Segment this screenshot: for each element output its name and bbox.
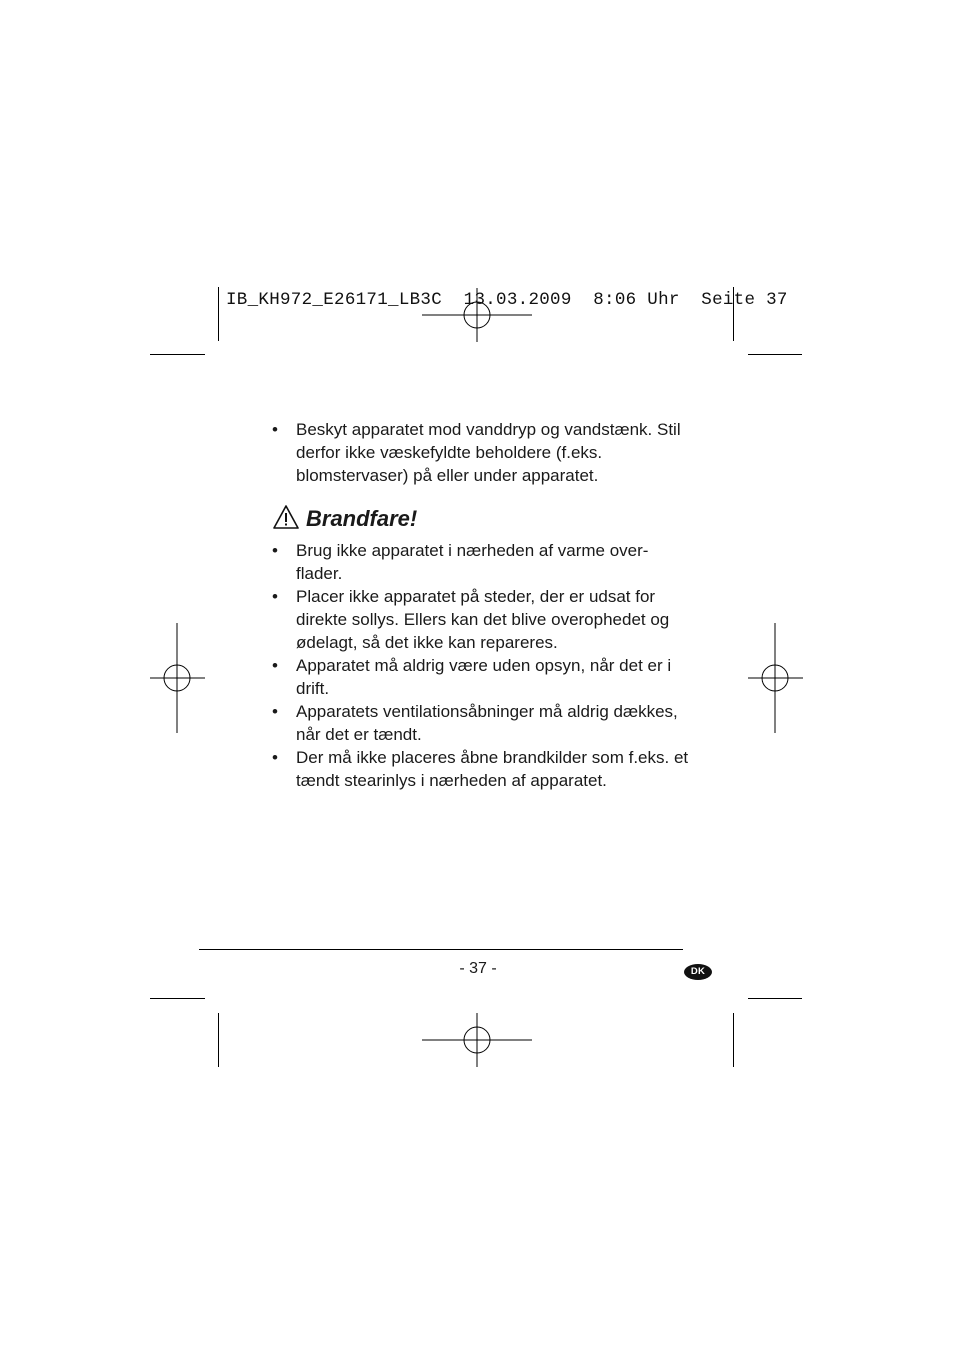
- list-item-text: Brug ikke apparatet i nærheden af varme over- flader.: [296, 541, 649, 583]
- intro-list: [272, 418, 692, 487]
- list-item: [272, 418, 692, 487]
- footer-rule: [199, 949, 683, 950]
- crop-mark-bottom-right-horizontal: [748, 998, 802, 999]
- list-item-text: Placer ikke apparatet på steder, der er udsat for direkte sollys. Ellers kan det blive overophedet og ødelagt, så det ikke kan repareres.: [296, 587, 670, 652]
- list-item: [272, 539, 692, 585]
- crop-mark-bottom-right-vertical: [733, 1013, 734, 1067]
- crop-mark-top-right-horizontal: [748, 354, 802, 355]
- language-badge: DK: [684, 964, 712, 980]
- fire-hazard-list: [272, 539, 692, 792]
- list-item-text: Der må ikke placeres åbne brandkilder som f.eks. et tændt stearinlys i nærheden af apparatet.: [296, 748, 689, 790]
- crop-mark-top-left-vertical: [218, 287, 219, 341]
- registration-mark-left: [150, 623, 205, 733]
- list-item-text: Apparatets ventilationsåbninger må aldrig dækkes, når det er tændt.: [296, 702, 678, 744]
- list-item-text: Beskyt apparatet mod vanddryp og vandstænk. Stil derfor ikke væskefyldte beholdere (f.eks. blomstervaser) på eller under apparatet.: [296, 420, 681, 485]
- list-item: [272, 654, 692, 700]
- section-title: Brandfare!: [306, 505, 418, 531]
- list-item: [272, 585, 692, 654]
- registration-mark-right: [748, 623, 803, 733]
- page-number: - 37 -: [459, 960, 497, 977]
- bullet-symbol: •: [272, 420, 278, 439]
- bullet-symbol: •: [272, 656, 278, 675]
- list-item-text: Apparatet må aldrig være uden opsyn, når det er i drift.: [296, 656, 672, 698]
- list-item: [272, 700, 692, 746]
- page-content: [272, 418, 692, 792]
- list-item: [272, 746, 692, 792]
- bullet-symbol: •: [272, 748, 278, 767]
- crop-mark-top-left-horizontal: [150, 354, 205, 355]
- bullet-symbol: •: [272, 587, 278, 606]
- bullet-symbol: •: [272, 541, 278, 560]
- bullet-symbol: •: [272, 702, 278, 721]
- registration-mark-bottom: [422, 1013, 532, 1067]
- crop-mark-bottom-left-vertical: [218, 1013, 219, 1067]
- warning-triangle-icon: [272, 504, 300, 532]
- section-heading: [272, 501, 692, 535]
- crop-mark-bottom-left-horizontal: [150, 998, 205, 999]
- print-header: IB_KH972_E26171_LB3C 13.03.2009 8:06 Uhr Seite 37: [226, 290, 788, 310]
